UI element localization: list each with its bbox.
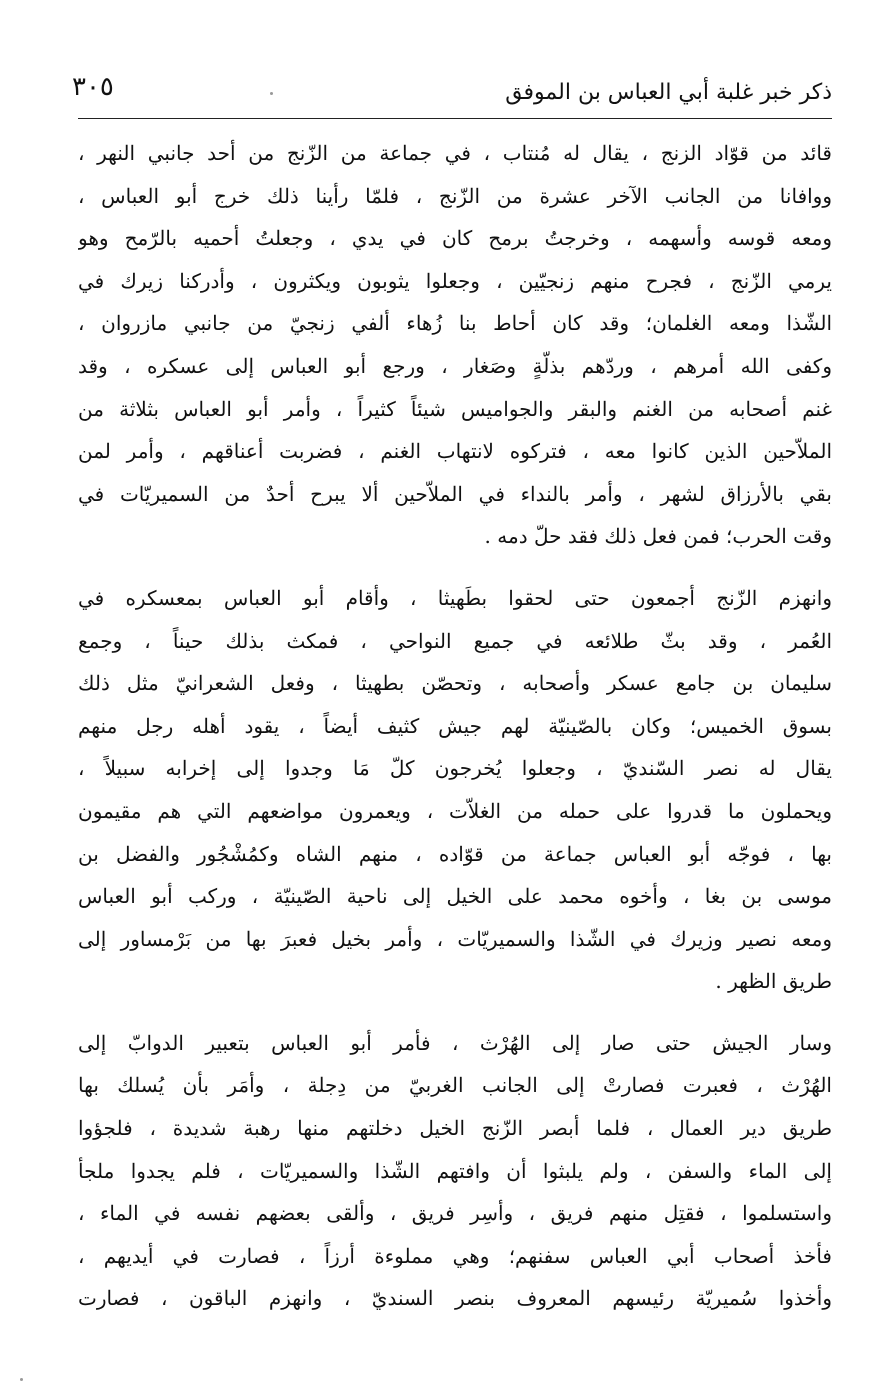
- scan-speck: [20, 1378, 23, 1381]
- text-line: غنم أصحابه من الغنم والبقر والجواميس شيئاً كثيراً ، وأمر أبو العباس بثلاثة من: [78, 396, 832, 421]
- text-line: ويحملون ما قدروا على حمله من الغلاّت ، ويعمرون مواضعهم التي هم مقيمون: [78, 798, 832, 823]
- text-line: إلى الماء والسفن ، ولم يلبثوا أن وافتهم الشّذا والسميريّات ، فلم يجدوا ملجأ: [78, 1158, 832, 1183]
- text-line: العُمر ، وقد بثّ طلائعه في جميع النواحي ، فمكث بذلك حيناً ، وجمع: [78, 628, 832, 653]
- paragraph-1: [78, 132, 832, 558]
- header-rule: [78, 118, 832, 119]
- text-line: ومعه نصير وزيرك في الشّذا والسميريّات ، وأمر بخيل فعبرَ بها من بَرْمساور إلى: [78, 926, 832, 951]
- text-line: طريق دير العمال ، فلما أبصر الزّنج الخيل دخلتهم منها رهبة شديدة ، فلجؤوا: [78, 1116, 832, 1141]
- text-line: الملاّحين الذين كانوا معه ، فتركوه لانتهاب الغنم ، فضربت أعناقهم ، وأمر لمن: [78, 439, 832, 464]
- text-line: الشّذا ومعه الغلمان؛ وقد كان أحاط بنا زُهاء ألفي زنجيّ من جانبي مازروان ،: [78, 311, 832, 336]
- text-line: فأخذ أصحاب أبي العباس سفنهم؛ وهي مملوءة أرزاً ، فصارت في أيديهم ،: [78, 1243, 832, 1268]
- page-number: ٣٠٥: [72, 72, 114, 102]
- paragraph-3: [78, 1022, 832, 1320]
- text-line: الهُرْث ، فعبرت فصارتْ إلى الجانب الغربيّ من دِجلة ، وأمَر بأن يُسلك بها: [78, 1073, 832, 1098]
- scan-speck: [270, 92, 273, 95]
- running-title: ذكر خبر غلبة أبي العباس بن الموفق: [505, 80, 832, 105]
- text-line: ووافانا من الجانب الآخر عشرة من الزّنج ، فلمّا رأينا ذلك خرج أبو العباس ،: [78, 183, 832, 208]
- text-line: ومعه قوسه وأسهمه ، وخرجتُ برمح كان في يدي ، وجعلتُ أحميه بالرّمح وهو: [78, 226, 832, 251]
- text-line: بسوق الخميس؛ وكان بالصّينيّة لهم جيش كثيف أيضاً ، يقود أهله رجل منهم: [78, 713, 832, 738]
- body-text: [78, 132, 832, 1320]
- text-line: قائد من قوّاد الزنج ، يقال له مُنتاب ، في جماعة من الزّنج من أحد جانبي النهر ،: [78, 141, 832, 165]
- text-line: وقت الحرب؛ فمن فعل ذلك فقد حلّ دمه .: [484, 524, 832, 549]
- text-line: بقي بالأرزاق لشهر ، وأمر بالنداء في الملاّحين ألا يبرح أحدٌ من السميريّات في: [78, 481, 832, 506]
- text-line: سليمان بن جامع عسكر وأصحابه ، وتحصّن بطهيثا ، وفعل الشعرانيّ مثل ذلك: [78, 671, 832, 696]
- paragraph-2: [78, 577, 832, 1003]
- text-line: وكفى الله أمرهم ، وردّهم بذلّةٍ وصَغار ، ورجع أبو العباس إلى عسكره ، وقد: [78, 353, 832, 378]
- text-line: يقال له نصر السّنديّ ، وجعلوا يُخرجون كلّ مَا وجدوا إلى إخرابه سبيلاً ،: [78, 756, 832, 781]
- text-line: وانهزم الزّنج أجمعون حتى لحقوا بطَهيثا ، وأقام أبو العباس بمعسكره في: [78, 585, 832, 610]
- text-line: طريق الظهر .: [715, 969, 832, 994]
- text-line: واستسلموا ، فقتِل منهم فريق ، وأسِر فريق ، وألقى بعضهم نفسه في الماء ،: [78, 1201, 832, 1226]
- text-line: موسى بن بغا ، وأخوه محمد على الخيل إلى ناحية الصّينيّة ، وركب أبو العباس: [78, 884, 832, 909]
- text-line: بها ، فوجّه أبو العباس جماعة من قوّاده ، منهم الشاه وكمُشْجُور والفضل بن: [78, 841, 832, 866]
- running-header: [72, 70, 832, 116]
- text-line: وأخذوا سُميريّة رئيسهم المعروف بنصر السنديّ ، وانهزم الباقون ، فصارت: [78, 1286, 832, 1311]
- text-line: يرمي الزّنج ، فجرح منهم زنجيّين ، وجعلوا يثوبون ويكثرون ، وأدركنا زيرك في: [78, 268, 832, 293]
- text-line: وسار الجيش حتى صار إلى الهُرْث ، فأمر أبو العباس بتعبير الدوابّ إلى: [78, 1030, 832, 1055]
